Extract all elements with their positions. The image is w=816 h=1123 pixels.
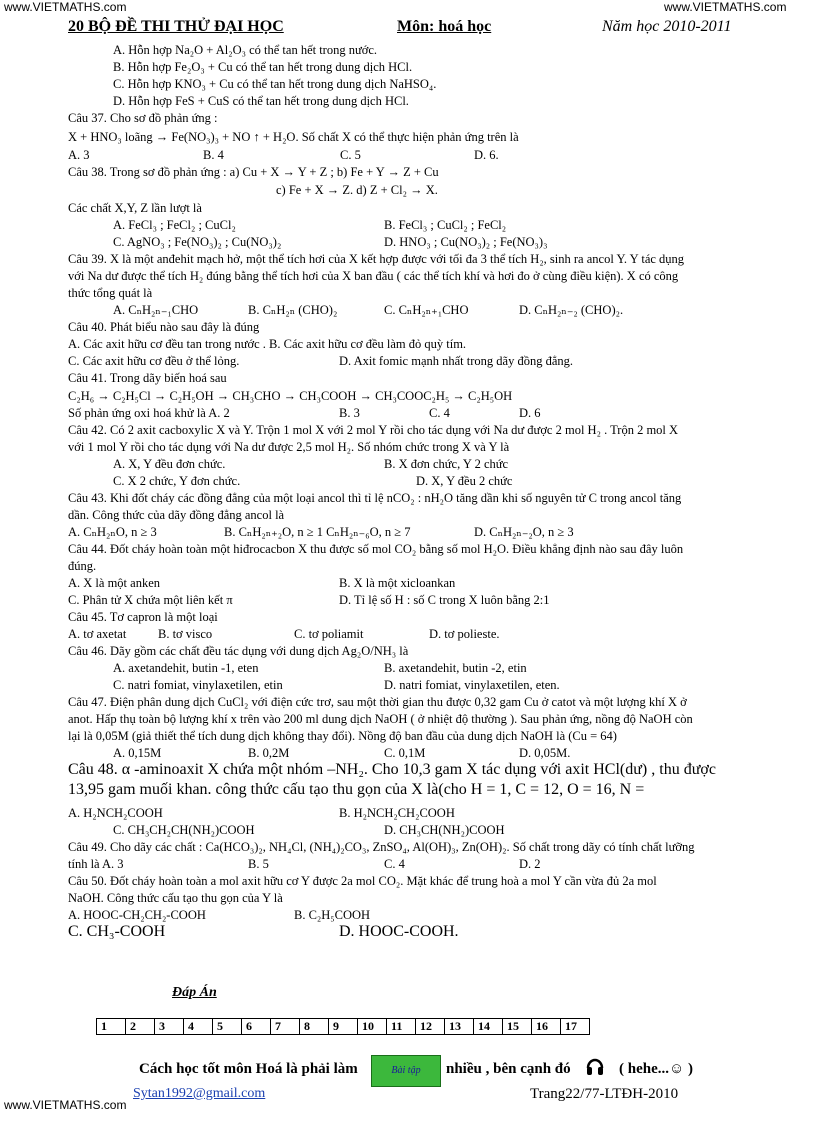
text-line: D. Axit fomic mạnh nhất trong dãy đồng đẳng. <box>339 354 573 368</box>
text-line: C₂H₆ → C₂H₅Cl → C₂H₅OH → CH₃CHO → CH₃COOH → CH₃COOC₂H₅ → C₂H₅OH <box>68 389 513 403</box>
text-line: B. tơ visco <box>158 627 213 641</box>
text-line: A. H₂NCH₂COOH <box>68 806 163 820</box>
text-line: C. CH₃CH₂CH(NH₂)COOH <box>113 823 255 837</box>
text-line: Câu 39. X là một anđehit mạch hở, một thể tích hơi của X kết hợp được với tối đa 3 thể tích H₂, sinh ra ancol Y. Y tác dụng <box>68 252 685 266</box>
answer-cell: 3 <box>155 1019 184 1035</box>
text-line: D. 0,05M. <box>519 746 571 760</box>
text-line: B. X đơn chức, Y 2 chức <box>384 457 509 471</box>
text-line: Câu 43. Khi đốt cháy các đồng đẳng của một loại ancol thì tỉ lệ nCO₂ : nH₂O tăng dần khi số nguyên tử C trong ancol tăng <box>68 491 682 505</box>
banner-right-text: nhiều , bên cạnh đó <box>446 1061 571 1077</box>
text-line: tính là A. 3 <box>68 857 124 871</box>
header-year: Năm học 2010-2011 <box>602 18 732 35</box>
headphones-icon <box>586 1056 604 1081</box>
text-line: với Na dư được thể tích H₂ đúng bằng thể tích hơi của X ban đầu ( các thể tích khí và hơi đo ở cùng điều kiện). X có công <box>68 269 679 283</box>
watermark-bottom-left: www.VIETMATHS.com <box>4 1098 127 1112</box>
text-line: C. X 2 chức, Y đơn chức. <box>113 474 241 488</box>
page-number <box>530 1086 678 1103</box>
answer-cell: 16 <box>532 1019 561 1035</box>
text-line: 13,95 gam muối khan. công thức cấu tạo thu gọn của X là(cho H = 1, C = 12, O = 16, N = <box>68 781 645 798</box>
text-line: A. tơ axetat <box>68 627 127 641</box>
watermark-top-right: www.VIETMATHS.com <box>664 0 787 14</box>
answer-cell: 15 <box>503 1019 532 1035</box>
text-line: D. natri fomiat, vinylaxetilen, eten. <box>384 678 560 692</box>
text-line: A. Các axit hữu cơ đều tan trong nước . B. Các axit hữu cơ đều làm đỏ quỳ tím. <box>68 337 467 351</box>
text-line: B. X là một xicloankan <box>339 576 456 590</box>
text-line: A. FeCl₃ ; FeCl₂ ; CuCl₂ <box>113 218 236 232</box>
text-line: B. 0,2M <box>248 746 290 760</box>
answer-cell: 14 <box>474 1019 503 1035</box>
text-line: C. CH₃-COOH <box>68 923 166 940</box>
text-line: c) Fe + X → Z. d) Z + Cl₂ → X. <box>276 183 438 197</box>
banner-left-text: Cách học tốt môn Hoá là phải làm <box>139 1061 358 1077</box>
answer-cell: 6 <box>242 1019 271 1035</box>
text-line: A. HOOC-CH₂CH₂-COOH <box>68 908 206 922</box>
text-line: Câu 46. Dãy gồm các chất đều tác dụng với dung dịch Ag₂O/NH₃ là <box>68 644 409 658</box>
answer-cell: 1 <box>97 1019 126 1035</box>
text-line: Câu 47. Điện phân dung dịch CuCl₂ với điện cức trơ, sau một thời gian thu được 0,32 gam Cu ở catot và một lượng khí X ở <box>68 695 687 709</box>
text-line: Câu 40. Phát biểu nào sau đây là đúng <box>68 320 260 334</box>
text-line: D. 6. <box>474 148 499 162</box>
text-line: NaOH. Công thức cấu tạo thu gọn của Y là <box>68 891 283 905</box>
text-line: A. axetandehit, butin -1, eten <box>113 661 259 675</box>
text-line: D. X, Y đều 2 chức <box>416 474 513 488</box>
text-line: D. HOOC-COOH. <box>339 923 459 940</box>
text-line: X + HNO₃ loãng → Fe(NO₃)₃ + NO ↑ + H₂O. Số chất X có thể thực hiện phản ứng trên là <box>68 130 519 144</box>
text-line: Câu 41. Trong dãy biến hoá sau <box>68 371 227 385</box>
text-line: C. Phân tử X chứa một liên kết π <box>68 593 233 607</box>
text-line: Câu 38. Trong sơ đồ phản ứng : a) Cu + X → Y + Z ; b) Fe + Y → Z + Cu <box>68 165 439 179</box>
header-title: 20 BỘ ĐỀ THI THỬ ĐẠI HỌC <box>68 18 284 35</box>
text-line: đúng. <box>68 559 97 573</box>
text-line: anot. Hấp thụ toàn bộ lượng khí x trên vào 200 ml dung dịch NaOH ( ở nhiệt độ thường ). Sau phản ứng, nồng độ NaOH còn <box>68 712 693 726</box>
text-line: D. Hỗn hợp FeS + CuS có thể tan hết trong dung dịch HCl. <box>113 94 409 108</box>
banner-smile: ( hehe...☺ ) <box>619 1061 694 1077</box>
answer-cell: 9 <box>329 1019 358 1035</box>
header-subject: Môn: hoá học <box>397 18 492 35</box>
answer-cell: 7 <box>271 1019 300 1035</box>
text-line: Câu 45. Tơ capron là một loại <box>68 610 218 624</box>
text-line: C. AgNO₃ ; Fe(NO₃)₂ ; Cu(NO₃)₂ <box>113 235 282 249</box>
text-line: B. CₙH₂ₙ₊₂O, n ≥ 1 CₙH₂ₙ₋₆O, n ≥ 7 <box>224 525 411 539</box>
text-line: C. 5 <box>340 148 361 162</box>
answer-cell: 12 <box>416 1019 445 1035</box>
text-line: C. 0,1M <box>384 746 426 760</box>
text-line: B. FeCl₃ ; CuCl₂ ; FeCl₂ <box>384 218 507 232</box>
text-line: C. natri fomiat, vinylaxetilen, etin <box>113 678 283 692</box>
text-line: C. tơ poliamit <box>294 627 364 641</box>
text-line: Số phản ứng oxi hoá khử là A. 2 <box>68 406 230 420</box>
answer-table <box>96 1018 590 1035</box>
text-line: thức tổng quát là <box>68 286 153 300</box>
answer-cell: 10 <box>358 1019 387 1035</box>
text-line: D. CₙH₂ₙ₋₂ (CHO)₂. <box>519 303 624 317</box>
text-line: D. 2 <box>519 857 541 871</box>
text-line: Câu 44. Đốt cháy hoàn toàn một hiđrocacbon X thu được số mol CO₂ bằng số mol H₂O. Điều khẳng định nào sau đây luôn <box>68 542 684 556</box>
text-line: A. CₙH₂ₙO, n ≥ 3 <box>68 525 157 539</box>
text-line: A. 0,15M <box>113 746 162 760</box>
text-line: D. tơ polieste. <box>429 627 500 641</box>
text-line: D. CH₃CH(NH₂)COOH <box>384 823 505 837</box>
text-line: C. 4 <box>429 406 450 420</box>
answer-cell: 17 <box>561 1019 590 1035</box>
text-line: B. 3 <box>339 406 360 420</box>
answer-cell: 11 <box>387 1019 416 1035</box>
text-line: B. H₂NCH₂CH₂COOH <box>339 806 455 820</box>
watermark-top-left: www.VIETMATHS.com <box>4 0 127 14</box>
text-line: B. C₂H₅COOH <box>294 908 371 922</box>
text-line: Câu 42. Có 2 axit cacboxylic X và Y. Trộn 1 mol X với 2 mol Y rồi cho tác dụng với Na dư được 2 mol H₂ . Trộn 2 mol X <box>68 423 679 437</box>
text-line: Câu 50. Đốt cháy hoàn toàn a mol axit hữu cơ Y được 2a mol CO₂. Mặt khác để trung hoà a mol Y cần vừa đủ 2a mol <box>68 874 657 888</box>
text-line: B. 4 <box>203 148 224 162</box>
text-line: C. CₙH₂ₙ₊₁CHO <box>384 303 469 317</box>
text-line: A. Hỗn hợp Na₂O + Al₂O₃ có thể tan hết trong nước. <box>113 43 378 57</box>
text-line: A. CₙH₂ₙ₋₁CHO <box>113 303 199 317</box>
answer-cell: 8 <box>300 1019 329 1035</box>
text-line: Các chất X,Y, Z lần lượt là <box>68 201 202 215</box>
text-line: C. 4 <box>384 857 405 871</box>
text-line: D. HNO₃ ; Cu(NO₃)₂ ; Fe(NO₃)₃ <box>384 235 548 249</box>
page-label: 22/77-LTĐH-2010 <box>565 1086 679 1102</box>
text-line: Câu 48. α -aminoaxit X chứa một nhóm –NH₂. Cho 10,3 gam X tác dụng với axit HCl(dư) , thu được <box>68 761 716 778</box>
text-line: D. 6 <box>519 406 541 420</box>
text-line: lại là 0,05M (giả thiết thể tích dung dịch không thay đổi). Nồng độ ban đầu của dung dịch NaOH là (Cu = 64) <box>68 729 617 743</box>
text-line: A. X, Y đều đơn chức. <box>113 457 226 471</box>
text-line: B. Hỗn hợp Fe₂O₃ + Cu có thể tan hết trong dung dịch HCl. <box>113 60 413 74</box>
answer-cell: 4 <box>184 1019 213 1035</box>
text-line: D. Tỉ lệ số H : số C trong X luôn bằng 2:1 <box>339 593 550 607</box>
text-line: B. axetandehit, butin -2, etin <box>384 661 527 675</box>
text-line: B. 5 <box>248 857 269 871</box>
answer-title: Đáp Án <box>172 985 217 1000</box>
email-link[interactable]: Sytan1992@gmail.com <box>133 1086 266 1101</box>
text-line: Câu 49. Cho dãy các chất : Ca(HCO₃)₂, NH₄Cl, (NH₄)₂CO₃, ZnSO₄, Al(OH)₃, Zn(OH)₂. Số chất trong dãy có tính chất lưỡng <box>68 840 695 854</box>
exercise-button[interactable]: Bài tập <box>371 1055 441 1087</box>
text-line: A. 3 <box>68 148 90 162</box>
answer-cell: 2 <box>126 1019 155 1035</box>
text-line: C. Hỗn hợp KNO₃ + Cu có thể tan hết trong dung dịch NaHSO₄. <box>113 77 437 91</box>
text-line: A. X là một anken <box>68 576 160 590</box>
page-prefix: Trang <box>530 1086 566 1102</box>
text-line: Câu 37. Cho sơ đồ phản ứng : <box>68 111 218 125</box>
answer-cell: 5 <box>213 1019 242 1035</box>
text-line: dần. Công thức của dãy đồng đẳng ancol là <box>68 508 285 522</box>
text-line: D. CₙH₂ₙ₋₂O, n ≥ 3 <box>474 525 574 539</box>
text-line: C. Các axit hữu cơ đều ở thể lỏng. <box>68 354 240 368</box>
answer-cell: 13 <box>445 1019 474 1035</box>
text-line: với 1 mol Y rồi cho tác dụng với Na dư được 2,5 mol H₂. Số nhóm chức trong X và Y là <box>68 440 510 454</box>
text-line: B. CₙH₂ₙ (CHO)₂ <box>248 303 338 317</box>
